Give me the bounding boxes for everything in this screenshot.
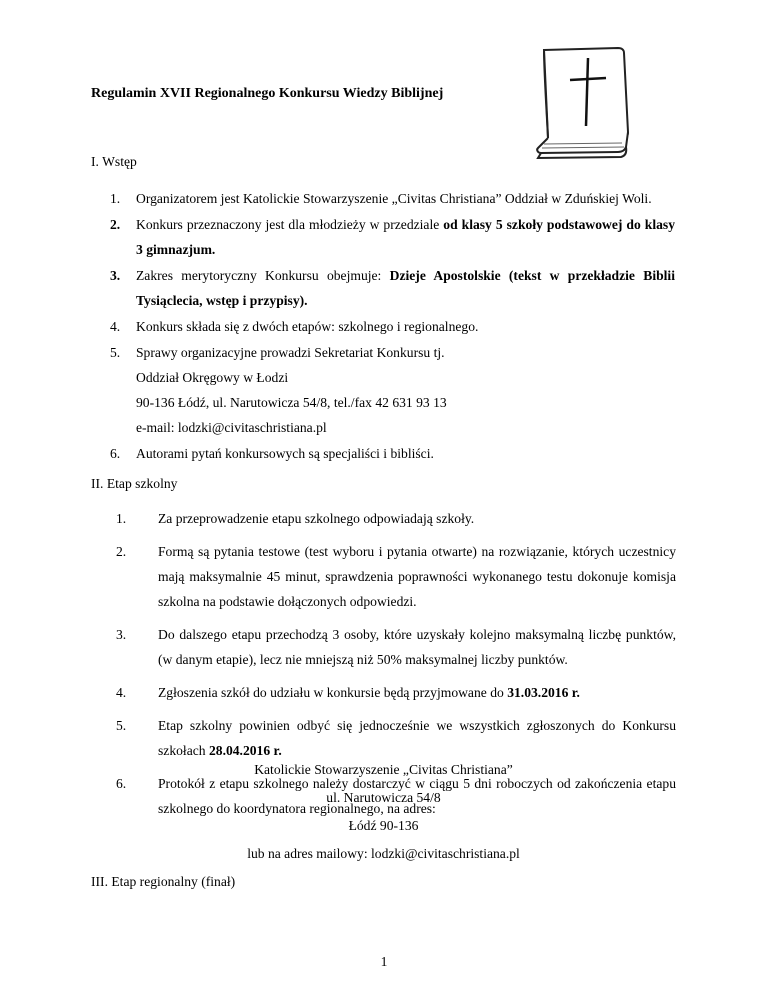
coordinator-street: ul. Narutowicza 54/8 bbox=[326, 790, 441, 805]
school-stage-list bbox=[116, 506, 676, 829]
list-item: 5. Etap szkolny powinien odbyć się jednocześnie we wszystkich zgłoszonych do Konkursu szkołach 28.04.2016 r. bbox=[116, 718, 676, 758]
secretariat-address: 90-136 Łódź, ul. Narutowicza 54/8, tel./fax 42 631 93 13 bbox=[136, 395, 447, 410]
list-item: 3. Zakres merytoryczny Konkursu obejmuje: Dzieje Apostolskie (tekst w przekładzie Biblii Tysiąclecia, wstęp i przypisy). bbox=[110, 268, 675, 308]
secretariat-office: Oddział Okręgowy w Łodzi bbox=[136, 370, 289, 385]
bible-with-cross-icon bbox=[526, 40, 644, 160]
coordinator-city: Łódź 90-136 bbox=[348, 818, 419, 833]
coordinator-organization: Katolickie Stowarzyszenie „Civitas Christiana” bbox=[254, 762, 513, 777]
list-item: 6. Autorami pytań konkursowych są specjaliści i bibliści. bbox=[110, 446, 434, 461]
section-heading-intro: I. Wstęp bbox=[91, 154, 137, 169]
list-item: 2. Konkurs przeznaczony jest dla młodzieży w przedziale od klasy 5 szkoły podstawowej do klasy 3 gimnazjum. bbox=[110, 217, 675, 257]
list-item: 4. Konkurs składa się z dwóch etapów: szkolnego i regionalnego. bbox=[110, 319, 479, 334]
section-heading-regional-stage: III. Etap regionalny (finał) bbox=[91, 874, 236, 889]
list-item: 4. Zgłoszenia szkół do udziału w konkursie będą przyjmowane do 31.03.2016 r. bbox=[116, 685, 580, 700]
document-title: Regulamin XVII Regionalnego Konkursu Wiedzy Biblijnej bbox=[91, 86, 444, 101]
secretariat-email: e-mail: lodzki@civitaschristiana.pl bbox=[136, 420, 327, 435]
list-item: 1. Organizatorem jest Katolickie Stowarzyszenie „Civitas Christiana” Oddział w Zduńskiej Woli. bbox=[110, 191, 652, 206]
list-item: 5. Sprawy organizacyjne prowadzi Sekretariat Konkursu tj. Oddział Okręgowy w Łodzi 90-136 Łódź, ul. Narutowicza 54/8, tel./fax 42 631 93 13 e-mail: lodzki@civitaschristiana.pl bbox=[110, 340, 675, 440]
list-item: 6. Protokół z etapu szkolnego należy dostarczyć w ciągu 5 dni roboczych od zakończenia etapu szkolnego do koordynatora regionalnego, na adres: bbox=[116, 776, 676, 816]
list-item: 2. Formą są pytania testowe (test wyboru i pytania otwarte) na rozwiązanie, których uczestnicy mają maksymalnie 45 minut, sprawdzenia poprawności wykonanego testu dokonuje komisja szkolna na podstawie dołączonych odpowiedzi. bbox=[116, 544, 676, 609]
list-item: 1. Za przeprowadzenie etapu szkolnego odpowiadają szkoły. bbox=[116, 511, 475, 526]
coordinator-email: lub na adres mailowy: lodzki@civitaschristiana.pl bbox=[247, 846, 520, 861]
list-item: 3. Do dalszego etapu przechodzą 3 osoby, które uzyskały kolejno maksymalną liczbę punktów, (w danym etapie), lecz nie mniejszą niż 50% maksymalnej liczby punktów. bbox=[116, 627, 676, 667]
section-heading-school-stage: II. Etap szkolny bbox=[91, 476, 178, 491]
page-number: 1 bbox=[380, 954, 388, 969]
intro-list bbox=[110, 186, 675, 467]
